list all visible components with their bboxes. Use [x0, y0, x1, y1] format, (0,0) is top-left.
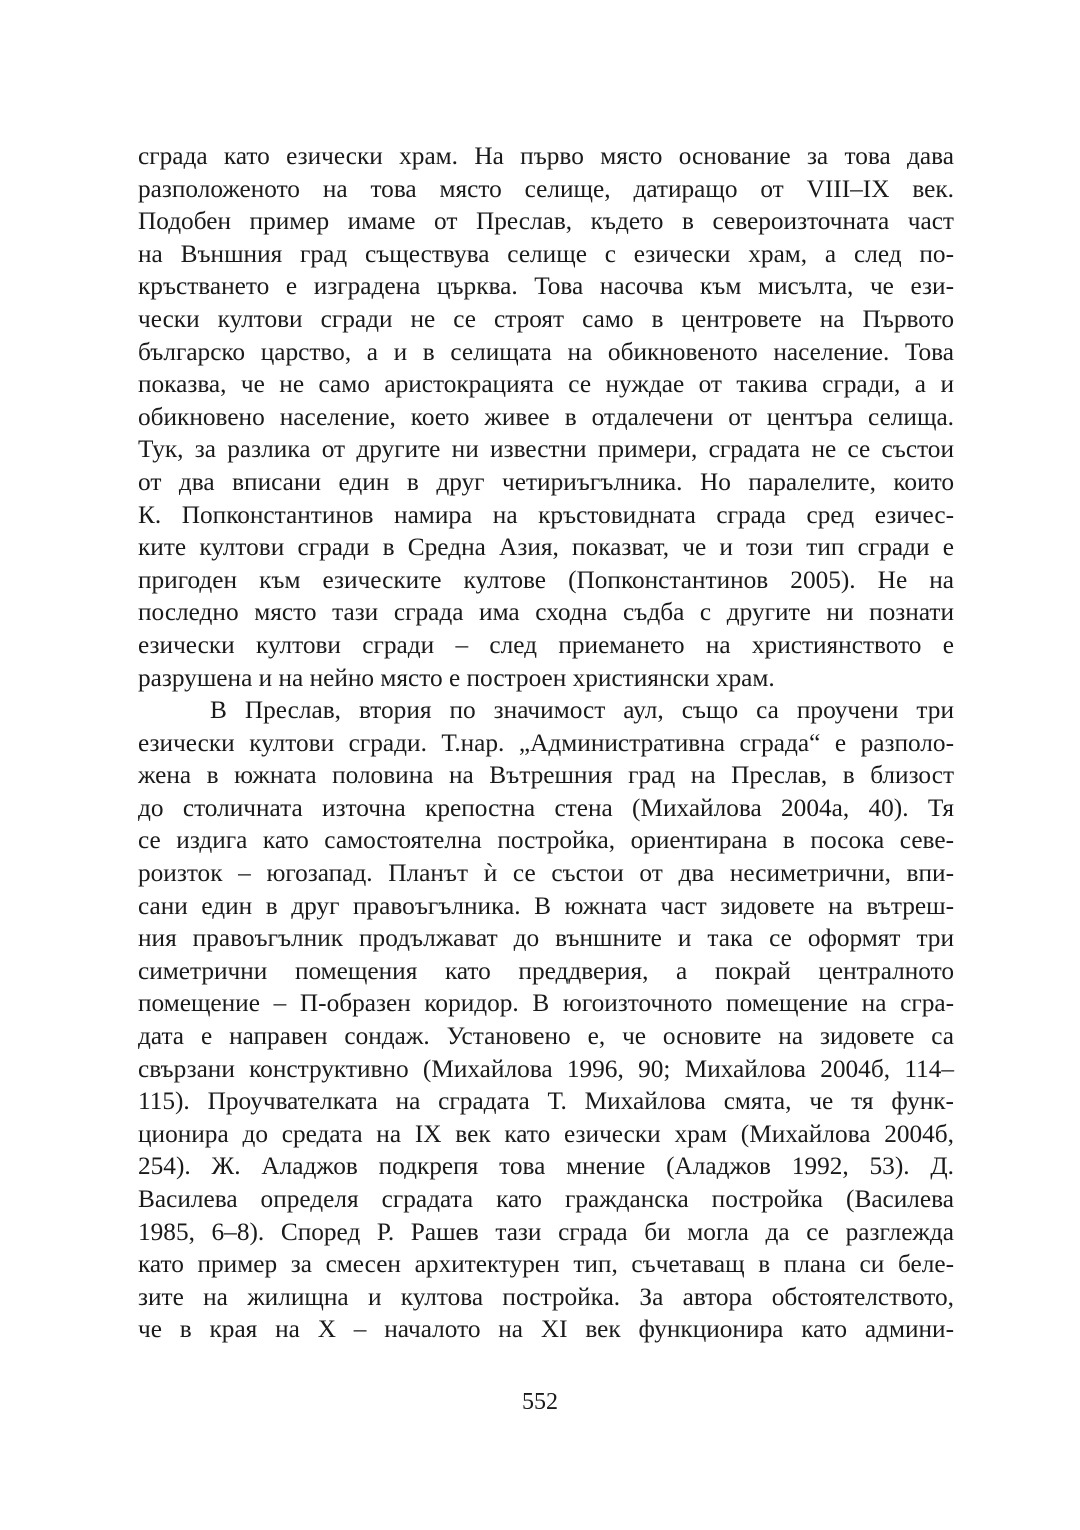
- text-line: показва, че не само аристокрацията се нуждае от такива сгради, а и: [138, 370, 954, 399]
- text-line: разположеното на това място селище, датиращо от VIII–IX век.: [138, 174, 954, 203]
- text-line: сграда като езически храм. На първо място основание за това дава: [138, 142, 954, 170]
- text-line: сани един в друг правоъгълника. В южната част зидовете на вътреш-: [138, 891, 954, 920]
- text-line: като пример за смесен архитектурен тип, съчетаващ в плана си беле-: [138, 1250, 954, 1279]
- text-line: пригоден към езическите култове (Попконстантинов 2005). Не на: [138, 565, 954, 594]
- text-line: езически култови сгради – след приемането на християнството е: [138, 630, 954, 659]
- page-body: [138, 140, 954, 1346]
- text-line: от два вписани един в друг четириъгълника. Но паралелите, които: [138, 467, 954, 496]
- text-line: 115). Проучвателката на сградата Т. Михайлова смята, че тя функ-: [138, 1087, 954, 1116]
- text-line: ционира до средата на IX век като езически храм (Михайлова 2004б,: [138, 1119, 954, 1148]
- text-line: жена в южната половина на Вътрешния град на Преслав, в близост: [138, 761, 954, 790]
- text-line: се издига като самостоятелна постройка, ориентирана в посока севе-: [138, 826, 954, 855]
- paragraph-2: [138, 694, 954, 1346]
- text-line: К. Попконстантинов намира на кръстовидната сграда сред езичес-: [138, 500, 954, 529]
- text-line: ките култови сгради в Средна Азия, показват, че и този тип сгради е: [138, 533, 954, 562]
- text-line: обикновено население, което живее в отдалечени от центъра селища.: [138, 402, 954, 431]
- text-line: В Преслав, втория по значимост аул, също са проучени три: [210, 696, 954, 725]
- text-line: последно място тази сграда има сходна съдба с другите ни познати: [138, 598, 954, 627]
- text-line: Тук, за разлика от другите ни известни примери, сградата не се състои: [138, 435, 954, 464]
- paragraph-1: [138, 140, 954, 694]
- text-line: симетрични помещения като преддверия, а покрай централното: [138, 956, 954, 985]
- text-line: езически култови сгради. Т.нар. „Административна сграда“ е разполо-: [138, 728, 954, 757]
- text-line: разрушена и на нейно място е построен християнски храм.: [138, 663, 775, 692]
- text-line: че в края на Х – началото на XI век функционира като админи-: [138, 1315, 954, 1344]
- text-line: Василева определя сградата като гражданска постройка (Василева: [138, 1185, 954, 1213]
- page-number: 552: [522, 1389, 558, 1415]
- text-line: ния правоъгълник продължават до външните и така се оформят три: [138, 924, 954, 953]
- text-line: 254). Ж. Аладжов подкрепя това мнение (Аладжов 1992, 53). Д.: [138, 1152, 954, 1181]
- text-line: кръстването е изградена църква. Това насочва към мисълта, че ези-: [138, 272, 954, 301]
- text-line: зите на жилищна и култова постройка. За автора обстоятелството,: [138, 1282, 954, 1311]
- text-line: Подобен пример имаме от Преслав, където в североизточната част: [138, 207, 954, 236]
- text-line: помещение – П-образен коридор. В югоизточното помещение на сгра-: [138, 989, 954, 1018]
- text-line: дата е направен сондаж. Установено е, че основите на зидовете са: [138, 1022, 954, 1051]
- text-line: чески култови сгради не се строят само в центровете на Първото: [138, 304, 954, 333]
- text-line: българско царство, а и в селищата на обикновеното население. Това: [138, 337, 954, 366]
- text-line: до столичната източна крепостна стена (Михайлова 2004а, 40). Тя: [138, 793, 954, 822]
- text-line: 1985, 6–8). Според Р. Рашев тази сграда би могла да се разглежда: [138, 1217, 954, 1246]
- text-line: на Външния град съществува селище с езически храм, а след по-: [138, 239, 954, 268]
- text-line: свързани конструктивно (Михайлова 1996, 90; Михайлова 2004б, 114–: [138, 1054, 954, 1083]
- text-line: роизток – югозапад. Планът ѝ се състои от два несиметрични, впи-: [138, 859, 954, 888]
